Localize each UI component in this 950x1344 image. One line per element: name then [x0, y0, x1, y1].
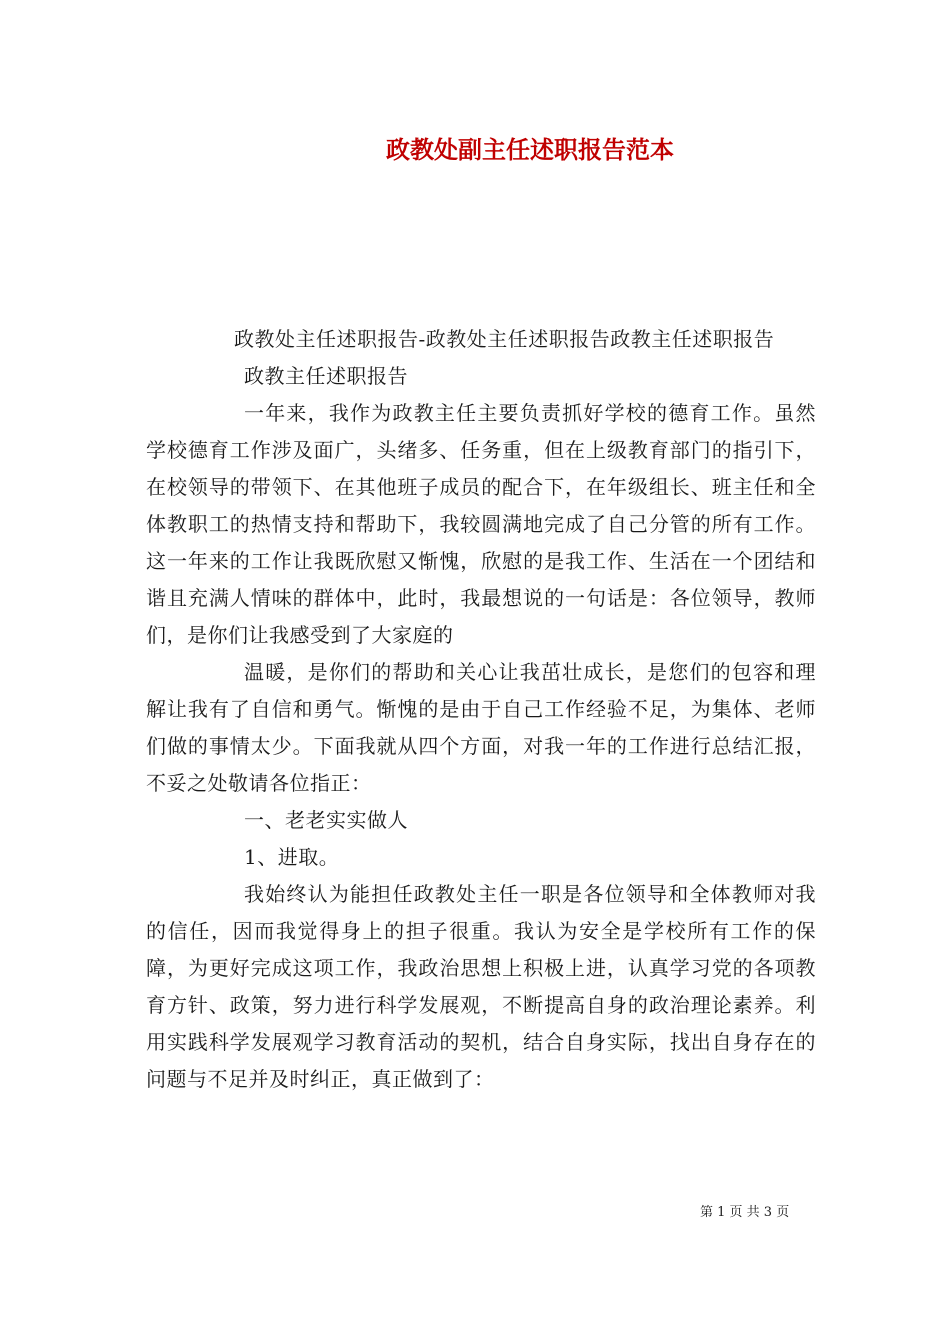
section-heading: 一、老老实实做人	[244, 808, 408, 832]
paragraph-body: 一年来，我作为政教主任主要负责抓好学校的德育工作。虽然学校德育工作涉及面广，头绪多、任务重，但在上级教育部门的指引下，在校领导的带领下、在其他班子成员的配合下，在年级组长、班主任和全体教职工的热情支持和帮助下，我较圆满地完成了自己分管的所有工作。这一年来的工作让我既欣慰又惭愧，欣慰的是我工作、生活在一个团结和谐且充满人情味的群体中，此时，我最想说的一句话是：各位领导，教师们，是你们让我感受到了大家庭的	[146, 401, 816, 647]
paragraph-body: 温暖，是你们的帮助和关心让我茁壮成长，是您们的包容和理解让我有了自信和勇气。惭愧的是由于自己工作经验不足，为集体、老师们做的事情太少。下面我就从四个方面，对我一年的工作进行总结汇报，不妥之处敬请各位指正：	[146, 660, 816, 795]
document-body	[146, 321, 816, 1098]
section-heading: 政教主任述职报告	[244, 364, 408, 388]
page-title: 政教处副主任述职报告范本	[386, 135, 674, 164]
paragraph-body: 我始终认为能担任政教处主任一职是各位领导和全体教师对我的信任，因而我觉得身上的担子很重。我认为安全是学校所有工作的保障，为更好完成这项工作，我政治思想上积极上进，认真学习党的各项教育方针、政策，努力进行科学发展观，不断提高自身的政治理论素养。利用实践科学发展观学习教育活动的契机，结合自身实际，找出自身存在的问题与不足并及时纠正，真正做到了：	[146, 882, 816, 1091]
subsection-heading: 1、进取。	[244, 845, 340, 869]
paragraph-intro: 政教处主任述职报告-政教处主任述职报告政教主任述职报告	[234, 327, 775, 351]
page-number: 第 1 页 共 3 页	[700, 1205, 790, 1220]
